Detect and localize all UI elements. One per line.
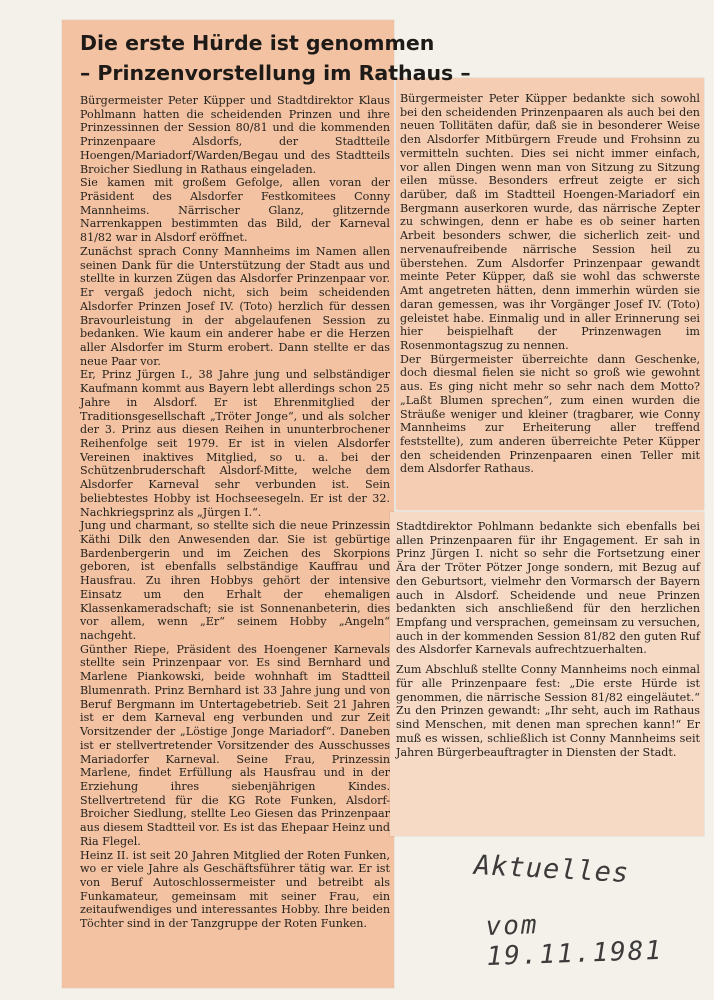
handwritten-note-line-1: Aktuelles	[473, 849, 631, 890]
paragraph: Bürgermeister Peter Küpper bedankte sich sowohl bei den scheidenden Prinzenpaaren als auch bei den neuen Tollitäten dafür, daß sie in besonderer Weise den Alsdorfer Mitbürgern Freude und Frohsinn zu vermitteln suchten. Dies sei nicht immer einfach, vor allen Dingen wenn man von Sitzung zu Sitzung eilen müsse. Besonders erfreut zeigte er sich darüber, daß im Stadtteil Hoengen-Mariadorf ein Bergmann auserkoren wurde, das närrische Zepter zu schwingen, denn er habe es ob seiner harten Arbeit besonders schwer, die sicherlich zeit- und nervenaufreibende närrische Session heil zu überstehen. Zum Alsdorfer Prinzenpaar gewandt meinte Peter Küpper, daß sie wohl das schwerste Amt angetreten hätten, denn immerhin würden sie daran gemessen, was ihr Vorgänger Josef IV. (Toto) geleistet habe. Einmalig und in aller Erinnerung sei hier beispielhaft der Prinzenwagen im Rosenmontagszug zu nennen.	[400, 92, 700, 352]
paragraph: Bürgermeister Peter Küpper und Stadtdirektor Klaus Pohlmann hatten die scheidenden Prinzen und ihre Prinzessinnen der Session 80/81 und die kommenden Prinzenpaare Alsdorfs, der Stadtteile Hoengen/Mariadorf/Warden/Begau und des Stadtteils Broicher Siedlung in Rathaus eingeladen.	[80, 94, 390, 176]
paragraph: Zunächst sprach Conny Mannheims im Namen allen seinen Dank für die Unterstützung der Stadt aus und stellte in kurzen Zügen das Alsdorfer Prinzenpaar vor. Er vergaß jedoch nicht, sich beim scheidenden Alsdorfer Prinzen Josef IV. (Toto) herzlich für dessen Bravourleistung in der abgelaufenen Session zu bedanken. Wie kaum ein anderer habe er die Herzen aller Alsdorfer im Sturm erobert. Dann stellte er das neue Paar vor.	[80, 244, 390, 368]
article-column-left	[80, 94, 390, 931]
paragraph: Sie kamen mit großem Gefolge, allen voran der Präsident des Alsdorfer Festkomitees Conny Mannheims. Närrischer Glanz, glitzernde Narrenkappen bestimmten das Bild, der Karneval 81/82 war in Alsdorf eröffnet.	[80, 176, 390, 245]
article-headline	[80, 28, 480, 88]
article-column-right-bottom	[396, 520, 700, 759]
paragraph: Jung und charmant, so stellte sich die neue Prinzessin Käthi Dilk den Anwesenden dar. Sie ist gebürtige Bardenbergerin und im Zeichen des Skorpions geboren, ist ebenfalls selbständige Kauffrau und Hausfrau. Zu ihren Hobbys gehört der intensive Einsatz um den Erhalt der ehemaligen Klassenkameradschaft; sie ist Sonnenanbeterin, dies vor allem, wenn „Er“ seinem Hobby „Angeln“ nachgeht.	[80, 519, 390, 643]
paragraph: Er, Prinz Jürgen I., 38 Jahre jung und selbständiger Kaufmann kommt aus Bayern lebt allerdings schon 25 Jahre in Alsdorf. Er ist Ehrenmitglied der Traditionsgesellschaft „Tröter Jonge“, und als solcher der 3. Prinz aus diesen Reihen in ununterbrochener Reihenfolge seit 1979. Er ist in vielen Alsdorfer Vereinen inaktives Mitglied, so u. a. bei der Schützenbruderschaft Alsdorf-Mitte, welche dem Alsdorfer Karneval sehr verbunden ist. Sein beliebtestes Hobby ist Hochseesegeln. Er ist der 32. Nachkriegsprinz als „Jürgen I.“.	[80, 368, 390, 519]
paragraph: Der Bürgermeister überreichte dann Geschenke, doch diesmal fielen sie nicht so groß wie gewohnt aus. Es ging nicht mehr so sehr nach dem Motto? „Laßt Blumen sprechen“, zum einen wurden die Sträuße weniger und kleiner (tragbarer, wie Conny Mannheims zur Erheiterung aller treffend feststellte), zum anderen überreichte Peter Küpper den scheidenden Prinzenpaaren einen Teller mit dem Alsdorfer Rathaus.	[400, 352, 700, 476]
paragraph: Stadtdirektor Pohlmann bedankte sich ebenfalls bei allen Prinzenpaaren für ihr Engagement. Er sah in Prinz Jürgen I. nicht so sehr die Fortsetzung einer Ära der Tröter Pötzer Jonge sondern, mit Bezug auf den Geburtsort, vielmehr den Vormarsch der Bayern auch in Alsdorf. Scheidende und neue Prinzen bedankten sich anschließend für den herzlichen Empfang und versprachen, gemeinsam zu versuchen, auch in der kommenden Session 81/82 den guten Ruf des Alsdorfer Karnevals aufrechtzuerhalten.	[396, 520, 700, 657]
article-column-right-top	[400, 92, 700, 476]
headline-line-1: Die erste Hürde ist genommen	[80, 31, 435, 55]
paragraph: Zum Abschluß stellte Conny Mannheims noch einmal für alle Prinzenpaare fest: „Die erste Hürde ist genommen, die närrische Session 81/82 eingeläutet.“ Zu den Prinzen gewandt: „Ihr seht, auch im Rathaus sind Menschen, mit denen man sprechen kann!“ Er muß es wissen, schließlich ist Conny Mannheims seit Jahren Bürgerbeauftragter in Diensten der Stadt.	[396, 663, 700, 759]
headline-line-2: – Prinzenvorstellung im Rathaus –	[80, 61, 471, 85]
paragraph: Heinz II. ist seit 20 Jahren Mitglied der Roten Funken, wo er viele Jahre als Geschäftsführer tätig war. Er ist von Beruf Autoschlossermeister und betreibt als Funkamateur, gemeinsam mit seiner Frau, ein zeitaufwendiges und interessantes Hobby. Ihre beiden Töchter sind in der Tanzgruppe der Roten Funken.	[80, 848, 390, 931]
handwritten-note-line-2: vom 19.11.1981	[485, 910, 664, 972]
paragraph: Günther Riepe, Präsident des Hoengener Karnevals stellte sein Prinzenpaar vor. Es sind Bernhard und Marlene Piankowski, beide wohnhaft im Stadtteil Blumenrath. Prinz Bernhard ist 33 Jahre jung und von Beruf Bergmann im Untertagebetrieb. Seit 21 Jahren ist er dem Karneval eng verbunden und zur Zeit Vorsitzender der „Löstige Jonge Mariadorf“. Daneben ist er stellvertretender Vorsitzender des Ausschusses Mariadorfer Karneval. Seine Frau, Prinzessin Marlene, findet Erfüllung als Hausfrau und in der Erziehung ihres siebenjährigen Kindes. Stellvertretend für die KG Rote Funken, Alsdorf-Broicher Siedlung, stellte Leo Giesen das Prinzenpaar aus diesem Stadtteil vor. Es ist das Ehepaar Heinz und Ria Flegel.	[80, 642, 390, 848]
